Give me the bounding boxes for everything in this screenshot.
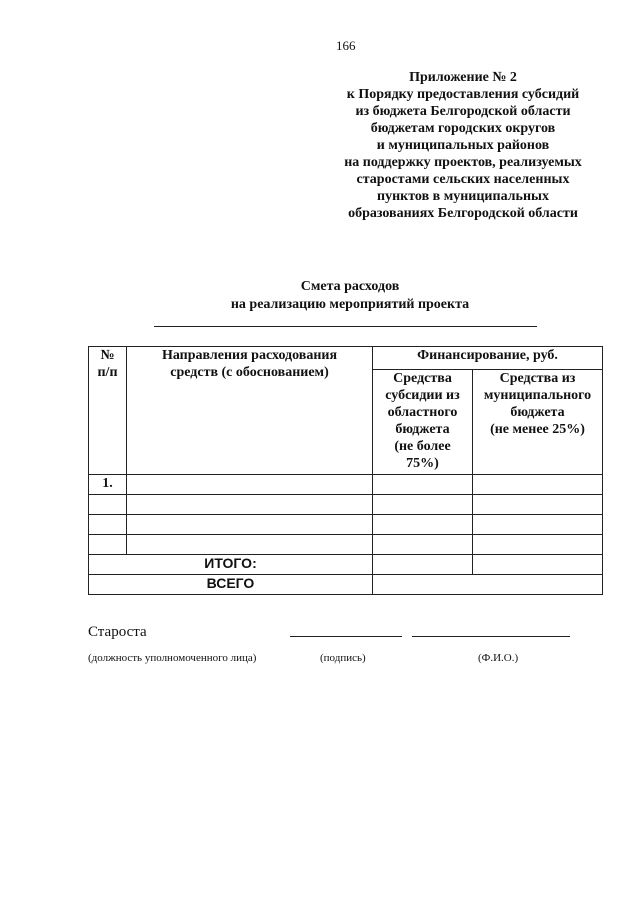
appendix-line: и муниципальных районов <box>376 138 550 153</box>
project-name-line <box>154 326 537 327</box>
row-regional <box>373 515 473 535</box>
row-direction <box>127 515 373 535</box>
appendix-header <box>318 69 608 222</box>
title-line-2: на реализацию мероприятий проекта <box>230 297 470 312</box>
row-number <box>89 535 127 555</box>
row-direction <box>127 495 373 515</box>
page-number: 166 <box>336 38 356 53</box>
row-number <box>89 495 127 515</box>
appendix-line: на поддержку проектов, реализуемых <box>344 155 582 170</box>
appendix-line: пунктов в муниципальных <box>377 189 549 204</box>
row-municipal <box>473 515 603 535</box>
grand-total-row <box>89 575 603 595</box>
header-direction: Направления расходования средств (с обоснованием) <box>127 347 373 475</box>
document-title <box>150 278 550 314</box>
table-header-row <box>89 347 603 370</box>
row-number: 1. <box>89 475 127 495</box>
row-municipal <box>473 495 603 515</box>
row-regional <box>373 495 473 515</box>
caption-position: (должность уполномоченного лица) <box>88 652 257 664</box>
row-number <box>89 515 127 535</box>
appendix-line: образованиях Белгородской области <box>348 206 578 221</box>
row-direction <box>127 535 373 555</box>
table-row <box>89 535 603 555</box>
total-regional <box>373 555 473 575</box>
signature-role: Староста <box>88 624 147 640</box>
grand-total-label: ВСЕГО <box>89 575 373 595</box>
appendix-line: Приложение № 2 <box>409 70 517 85</box>
total-label: ИТОГО: <box>89 555 373 575</box>
appendix-line: из бюджета Белгородской области <box>355 104 571 119</box>
estimate-table <box>88 346 603 595</box>
appendix-line: старостами сельских населенных <box>356 172 570 187</box>
table-row <box>89 475 603 495</box>
header-municipal-funds: Средства из муниципального бюджета (не менее 25%) <box>473 370 603 475</box>
total-row <box>89 555 603 575</box>
row-municipal <box>473 475 603 495</box>
appendix-line: к Порядку предоставления субсидий <box>346 87 580 102</box>
row-regional <box>373 535 473 555</box>
name-line <box>412 636 570 637</box>
signature-line <box>290 636 402 637</box>
row-regional <box>373 475 473 495</box>
row-direction <box>127 475 373 495</box>
table-row <box>89 495 603 515</box>
table-row <box>89 515 603 535</box>
caption-signature: (подпись) <box>320 652 366 664</box>
row-municipal <box>473 535 603 555</box>
title-line-1: Смета расходов <box>300 279 400 294</box>
caption-name: (Ф.И.О.) <box>478 652 519 664</box>
appendix-line: бюджетам городских округов <box>370 121 556 136</box>
header-regional-funds: Средства субсидии из областного бюджета (не более 75%) <box>373 370 473 475</box>
total-municipal <box>473 555 603 575</box>
header-financing: Финансирование, руб. <box>373 347 603 370</box>
header-number: № п/п <box>89 347 127 475</box>
grand-total-value <box>373 575 603 595</box>
